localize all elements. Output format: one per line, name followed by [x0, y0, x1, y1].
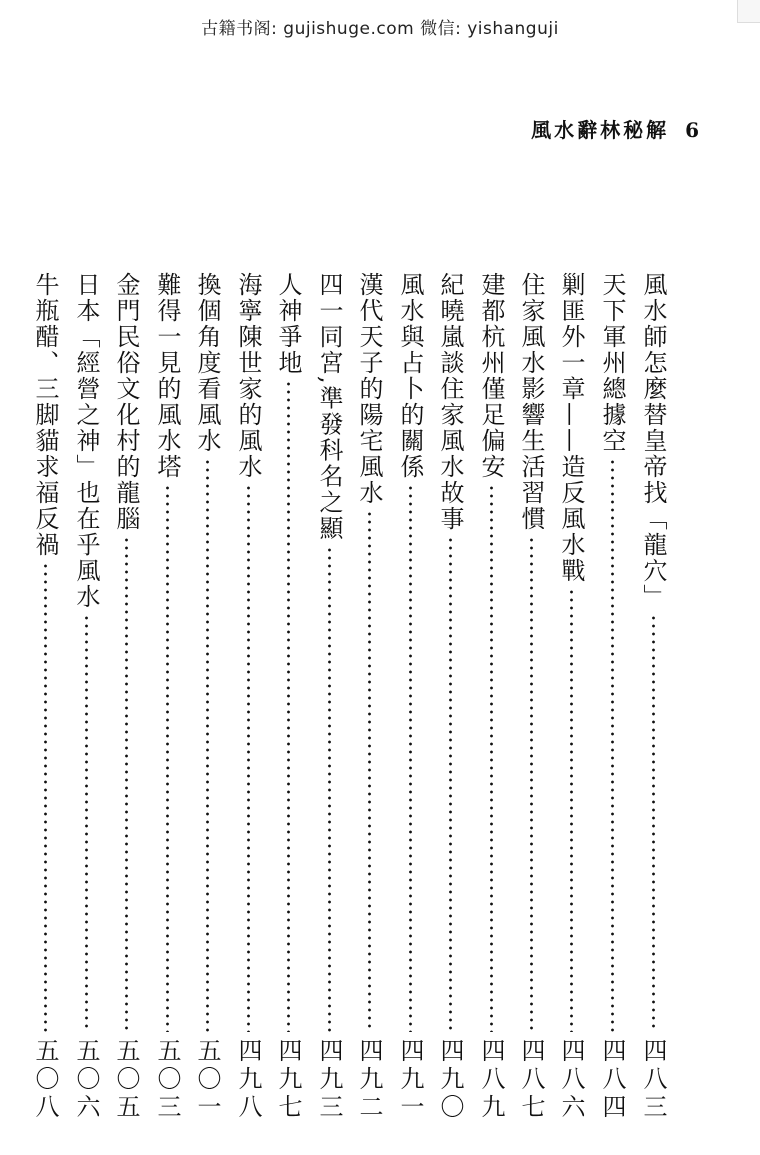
toc-entry-title: 紀曉嵐談住家風水故事	[436, 272, 464, 532]
dot-leader	[166, 484, 169, 1032]
toc-entry[interactable]	[395, 272, 425, 1122]
toc-entry-page: 四九〇	[436, 1038, 464, 1122]
dot-leader	[206, 458, 209, 1032]
toc-entry-page: 五〇五	[112, 1038, 140, 1122]
toc-entry-title: 風水與占卜的關係	[396, 272, 424, 480]
toc-entry[interactable]	[556, 272, 586, 1122]
toc-entry-page: 四八九	[477, 1038, 505, 1122]
toc-entry[interactable]	[152, 272, 182, 1122]
toc-entry[interactable]	[476, 272, 506, 1122]
toc-entry-page: 五〇八	[31, 1038, 59, 1122]
toc-entry-page: 四九二	[355, 1038, 383, 1122]
toc-entry[interactable]	[30, 272, 60, 1122]
dot-leader	[490, 484, 493, 1032]
dot-leader	[409, 484, 412, 1032]
toc-entry-title: 人神爭地	[274, 272, 302, 376]
toc-entry-title: 海寧陳世家的風水	[234, 272, 262, 480]
toc-entry-title: 風水師怎麼替皇帝找「龍穴」	[639, 272, 667, 610]
book-title: 風水辭林秘解	[531, 118, 670, 142]
toc-entry[interactable]	[435, 272, 465, 1122]
toc-entry-title: 剿匪外一章——造反風水戰	[557, 272, 585, 584]
toc-entry-title: 四一同宮,準發科名之顯	[315, 272, 343, 542]
dot-leader	[125, 536, 128, 1032]
toc-entry[interactable]	[111, 272, 141, 1122]
toc-entry[interactable]	[516, 272, 546, 1122]
toc-entry-title: 漢代天子的陽宅風水	[355, 272, 383, 506]
running-header	[531, 114, 702, 143]
toc-entry[interactable]	[638, 272, 668, 1122]
toc-entry-page: 四八三	[639, 1038, 667, 1122]
toc-entry-page: 四八四	[598, 1038, 626, 1122]
toc-entry[interactable]	[192, 272, 222, 1122]
dot-leader	[368, 510, 371, 1032]
toc-entry-title: 日本「經營之神」也在乎風水	[72, 272, 100, 610]
page-number: 6	[685, 118, 702, 142]
toc-entry-page: 五〇三	[153, 1038, 181, 1122]
dot-leader	[449, 536, 452, 1032]
toc-entry[interactable]	[597, 272, 627, 1122]
toc-entry-page: 四九七	[274, 1038, 302, 1122]
dot-leader	[652, 614, 655, 1032]
toc-entry-page: 四九八	[234, 1038, 262, 1122]
toc-entry-title: 難得一見的風水塔	[153, 272, 181, 480]
dot-leader	[530, 536, 533, 1032]
toc-entry-page: 四九三	[315, 1038, 343, 1122]
toc-entry-title: 換個角度看風水	[193, 272, 221, 454]
toc-entry[interactable]	[71, 272, 101, 1122]
toc-entry[interactable]	[273, 272, 303, 1122]
dot-leader	[611, 458, 614, 1032]
toc-entry-page: 五〇一	[193, 1038, 221, 1122]
toc-entry[interactable]	[354, 272, 384, 1122]
toc-entry-page: 四八六	[557, 1038, 585, 1122]
page-corner-mark	[737, 0, 760, 23]
dot-leader	[44, 562, 47, 1032]
watermark-text: 古籍书阁: gujishuge.com 微信: yishanguji	[201, 19, 559, 39]
toc-entry[interactable]	[233, 272, 263, 1122]
dot-leader	[328, 546, 331, 1032]
toc-entry[interactable]	[314, 272, 344, 1122]
toc-entry-page: 四八七	[517, 1038, 545, 1122]
toc-entry-page: 五〇六	[72, 1038, 100, 1122]
dot-leader	[570, 588, 573, 1032]
dot-leader	[287, 380, 290, 1032]
toc-entry-title: 金門民俗文化村的龍腦	[112, 272, 140, 532]
toc-entry-page: 四九一	[396, 1038, 424, 1122]
toc-entry-title: 牛瓶醋、三脚貓求福反禍	[31, 272, 59, 558]
toc-entry-title: 天下軍州總據空	[598, 272, 626, 454]
toc-entry-title: 建都杭州僅足偏安	[477, 272, 505, 480]
toc-entry-title: 住家風水影響生活習慣	[517, 272, 545, 532]
table-of-contents	[0, 272, 760, 1132]
dot-leader	[85, 614, 88, 1032]
dot-leader	[247, 484, 250, 1032]
